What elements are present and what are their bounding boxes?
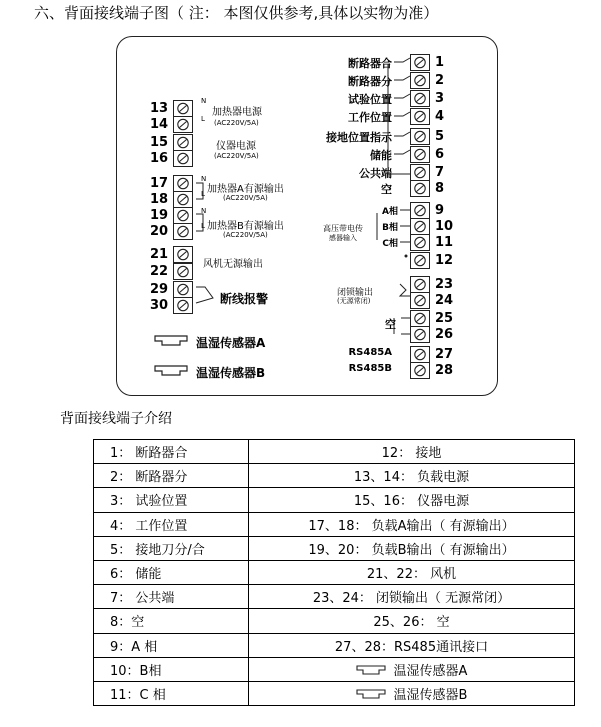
left-terminal-number: 15 (150, 135, 169, 150)
right-terminal-label: 断路器分 (348, 75, 392, 88)
left-terminal-number: 14 (150, 117, 169, 132)
left-terminal-number: 30 (150, 298, 169, 313)
heater-power-spec: (AC220V/5A) (214, 119, 259, 127)
table-cell-left: 2： 断路器分 (94, 464, 249, 488)
left-terminal-number: 22 (150, 264, 169, 279)
table-cell-left: 7： 公共端 (94, 585, 249, 609)
table-cell-right: 19、20： 负载B输出（ 有源输出） (249, 536, 575, 560)
right-terminal-label: C相 (382, 239, 398, 249)
right-terminal-number: 11 (435, 235, 454, 250)
right-terminal-number: 9 (435, 203, 445, 218)
table-cell-left: 4： 工作位置 (94, 512, 249, 536)
l-mark-b: L (201, 222, 205, 230)
left-terminal-number: 13 (150, 101, 169, 116)
left-terminal-number: 18 (150, 192, 169, 207)
right-terminal-number: 10 (435, 219, 454, 234)
empty-mark: 空 (385, 318, 396, 331)
table-cell-left: 3： 试验位置 (94, 488, 249, 512)
table-row (94, 464, 575, 488)
right-terminal-label: 断路器合 (348, 57, 392, 70)
table-row (94, 585, 575, 609)
right-terminal-label: A相 (382, 207, 398, 217)
left-terminal-number: 21 (150, 247, 169, 262)
hv-indicator-label-2: 感器输入 (329, 234, 357, 242)
heater-b-label: 加热器B有源输出 (207, 221, 284, 232)
terminal-table (93, 439, 575, 706)
sensor-b-icon (154, 364, 188, 376)
table-row (94, 536, 575, 560)
lock-output-spec: (无源常闭) (337, 297, 371, 305)
heater-a-label: 加热器A有源输出 (207, 184, 284, 195)
right-terminal-number: 7 (435, 165, 445, 180)
right-terminal-label: 空 (381, 183, 392, 196)
table-cell-right: 27、28：RS485通讯接口 (249, 633, 575, 657)
right-terminal-number: 5 (435, 129, 445, 144)
sensor-a-label: 温湿传感器A (196, 336, 266, 350)
table-cell-left: 1： 断路器合 (94, 440, 249, 464)
table-cell-right: 25、26： 空 (249, 609, 575, 633)
right-terminal-label: 储能 (370, 149, 392, 162)
right-terminal-number: 8 (435, 181, 445, 196)
table-cell-right: 23、24： 闭锁输出（ 无源常闭） (249, 585, 575, 609)
heater-a-spec: (AC220V/5A) (223, 194, 268, 202)
sensor-text: 温湿传感器B (393, 687, 468, 703)
table-cell-left: 9：A 相 (94, 633, 249, 657)
fan-output-label: 风机无源输出 (203, 259, 263, 270)
right-terminal-number: 24 (435, 293, 454, 308)
table-cell-left: 10：B相 (94, 657, 249, 681)
table-cell-left: 6： 储能 (94, 560, 249, 584)
heater-b-spec: (AC220V/5A) (223, 231, 268, 239)
right-terminal-label: 工作位置 (348, 111, 392, 124)
instrument-power-label: 仪器电源 (216, 141, 256, 152)
table-row (94, 633, 575, 657)
line-alarm-label: 断线报警 (220, 292, 269, 306)
table-row (94, 681, 575, 705)
table-cell-left: 5： 接地刀分/合 (94, 536, 249, 560)
page-title: 六、背面接线端子图（ 注： 本图仅供参考,具体以实物为准） (34, 4, 439, 22)
sensor-icon (356, 688, 386, 699)
right-terminal-number: 26 (435, 327, 454, 342)
instrument-power-spec: (AC220V/5A) (214, 152, 259, 160)
table-cell-right: 17、18： 负载A输出（ 有源输出） (249, 512, 575, 536)
right-terminal-label: 接地位置指示 (326, 131, 392, 144)
right-terminal-number: 3 (435, 91, 445, 106)
sensor-b-label: 温湿传感器B (196, 366, 266, 380)
left-terminal-number: 19 (150, 208, 169, 223)
sensor-text: 温湿传感器A (393, 663, 468, 679)
left-terminal-number: 16 (150, 151, 169, 166)
table-row (94, 609, 575, 633)
table-row (94, 440, 575, 464)
right-terminal-number: 23 (435, 277, 454, 292)
n-mark: N (201, 97, 207, 105)
right-terminal-number: 2 (435, 73, 445, 88)
right-terminal-number: 6 (435, 147, 445, 162)
table-row (94, 560, 575, 584)
left-terminal-number: 17 (150, 176, 169, 191)
sensor-a-icon (154, 334, 188, 346)
n-mark-a: N (201, 175, 207, 183)
table-row (94, 657, 575, 681)
left-terminal-number: 29 (150, 282, 169, 297)
table-cell-right: 21、22： 风机 (249, 560, 575, 584)
n-mark-b: N (201, 207, 207, 215)
table-cell-left: 11：C 相 (94, 681, 249, 705)
right-terminal-number: 4 (435, 109, 445, 124)
l-mark: L (201, 115, 205, 123)
right-terminal-label: 试验位置 (348, 93, 392, 106)
table-cell-right (249, 657, 575, 681)
table-cell-right: 13、14： 负载电源 (249, 464, 575, 488)
table-row (94, 512, 575, 536)
table-row (94, 488, 575, 512)
right-terminal-number: 12 (435, 253, 454, 268)
lock-output-label: 闭锁输出 (337, 288, 374, 298)
sensor-icon (356, 664, 386, 675)
right-terminal-number: 27 (435, 347, 454, 362)
table-cell-right (249, 681, 575, 705)
heater-power-label: 加热器电源 (212, 107, 262, 118)
right-terminal-label: RS485B (348, 363, 392, 374)
left-terminal-number: 20 (150, 224, 169, 239)
table-cell-left: 8：空 (94, 609, 249, 633)
table-cell-right: 15、16： 仪器电源 (249, 488, 575, 512)
hv-indicator-label-1: 高压带电传 (323, 224, 363, 233)
right-terminal-label: B相 (382, 223, 398, 233)
section-subtitle: 背面接线端子介绍 (60, 411, 172, 427)
right-terminal-label: RS485A (348, 347, 392, 358)
right-terminal-number: 25 (435, 311, 454, 326)
right-terminal-label: 公共端 (359, 167, 392, 180)
right-terminal-number: 1 (435, 55, 445, 70)
l-mark-a: L (201, 190, 205, 198)
right-terminal-number: 28 (435, 363, 454, 378)
table-cell-right: 12： 接地 (249, 440, 575, 464)
